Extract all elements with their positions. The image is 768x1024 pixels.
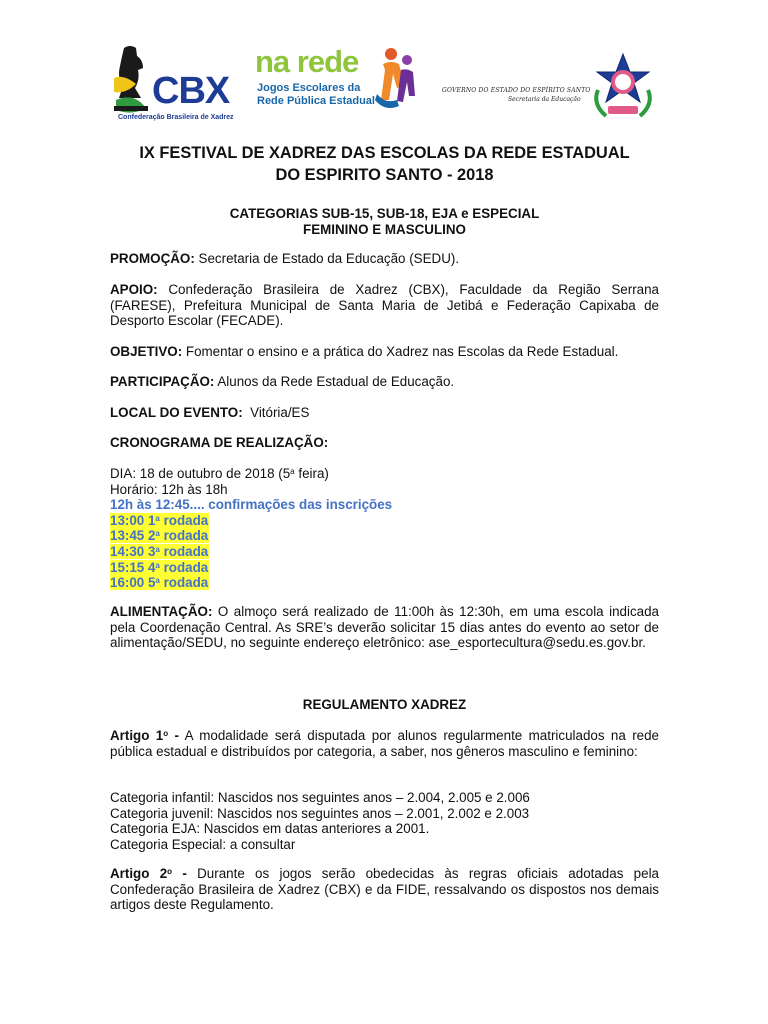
government-logo-text: GOVERNO DO ESTADO DO ESPÍRITO SANTO Secretaria da Educação <box>442 87 591 103</box>
event-date: DIA: 18 de outubro de 2018 (5$^a$ feira) <box>110 466 329 481</box>
categorias-list <box>110 790 659 852</box>
objetivo-paragraph: OBJETIVO: Fomentar o ensino e a prática do Xadrez nas Escolas da Rede Estadual. <box>110 344 619 359</box>
cbx-logo <box>110 42 235 126</box>
round-item: 13:45 2$^a$ rodada <box>110 528 209 544</box>
regulamento-heading: REGULAMENTO XADREZ <box>302 697 467 712</box>
registration-confirmation: 12h às 12:45.... confirmações das inscrições <box>110 497 393 513</box>
cbx-logo-subtitle: Confederação Brasileira de Xadrez <box>118 114 234 121</box>
round-item: 14:30 3$^a$ rodada <box>110 543 209 559</box>
cronograma-schedule <box>110 466 659 591</box>
cbx-logo-text: CBX <box>152 70 230 112</box>
na-rede-logo-title: na rede <box>255 44 359 79</box>
participacao-paragraph: PARTICIPAÇÃO: Alunos da Rede Estadual de Educação. <box>110 374 455 389</box>
cronograma-heading: CRONOGRAMA DE REALIZAÇÃO: <box>110 435 329 450</box>
na-rede-logo-subtitle: Jogos Escolares da Rede Pública Estadual <box>257 82 375 107</box>
state-seal-icon <box>588 50 658 122</box>
local-paragraph: LOCAL DO EVENTO: Vitória/ES <box>110 405 310 420</box>
header-logos <box>110 40 670 130</box>
round-item: 13:00 1$^a$ rodada <box>110 512 209 528</box>
athletes-figure-icon <box>373 44 419 124</box>
round-item: 16:00 5$^a$ rodada <box>110 575 209 591</box>
categories-heading: CATEGORIAS SUB-15, SUB-18, EJA e ESPECIAL FEMININO E MASCULINO <box>229 206 540 237</box>
list-item: Categoria infantil: Nascidos nos seguintes anos – 2.004, 2.005 e 2.006 <box>110 790 530 805</box>
event-hours: Horário: 12h às 18h <box>110 481 228 497</box>
artigo-2-paragraph: Artigo 2$^o$ - Durante os jogos serão obedecidas às regras oficiais adotadas pela Confederação Brasileira de Xadrez (CBX) e da FIDE, ressalvando os dispostos nos demais artigos deste Regulamento. <box>110 866 660 913</box>
apoio-paragraph: APOIO: Confederação Brasileira de Xadrez (CBX), Faculdade da Região Serrana (FARESE), Prefeitura Municipal de Santa Maria de Jetibá e Federação Capixaba de Desporto Escolar (FECADE). <box>110 282 659 329</box>
alimentacao-paragraph: ALIMENTAÇÃO: O almoço será realizado de 11:00h às 12:30h, em uma escola indicada pela Coordenação Central. As SRE’s deverão solicitar 15 dias antes do evento ao setor de alimentação/SEDU, no seguinte endereço eletrônico: ase_esportecultura@sedu.es.gov.br. <box>110 604 659 651</box>
promocao-paragraph: PROMOÇÃO: Secretaria de Estado da Educação (SEDU). <box>110 251 460 266</box>
list-item: Categoria juvenil: Nascidos nos seguintes anos – 2.001, 2.002 e 2.003 <box>110 805 530 821</box>
list-item: Categoria Especial: a consultar <box>110 836 296 852</box>
na-rede-logo <box>255 40 420 124</box>
round-item: 15:15 4$^a$ rodada <box>110 559 209 575</box>
list-item: Categoria EJA: Nascidos em datas anteriores a 2001. <box>110 821 430 837</box>
artigo-1-paragraph: Artigo 1$^o$ - A modalidade será disputada por alunos regularmente matriculados na rede pública estadual e distribuídos por categoria, a saber, nos gêneros masculino e feminino: <box>110 728 660 759</box>
document-title: IX FESTIVAL DE XADREZ DAS ESCOLAS DA REDE ESTADUAL DO ESPIRITO SANTO - 2018 <box>139 144 630 184</box>
